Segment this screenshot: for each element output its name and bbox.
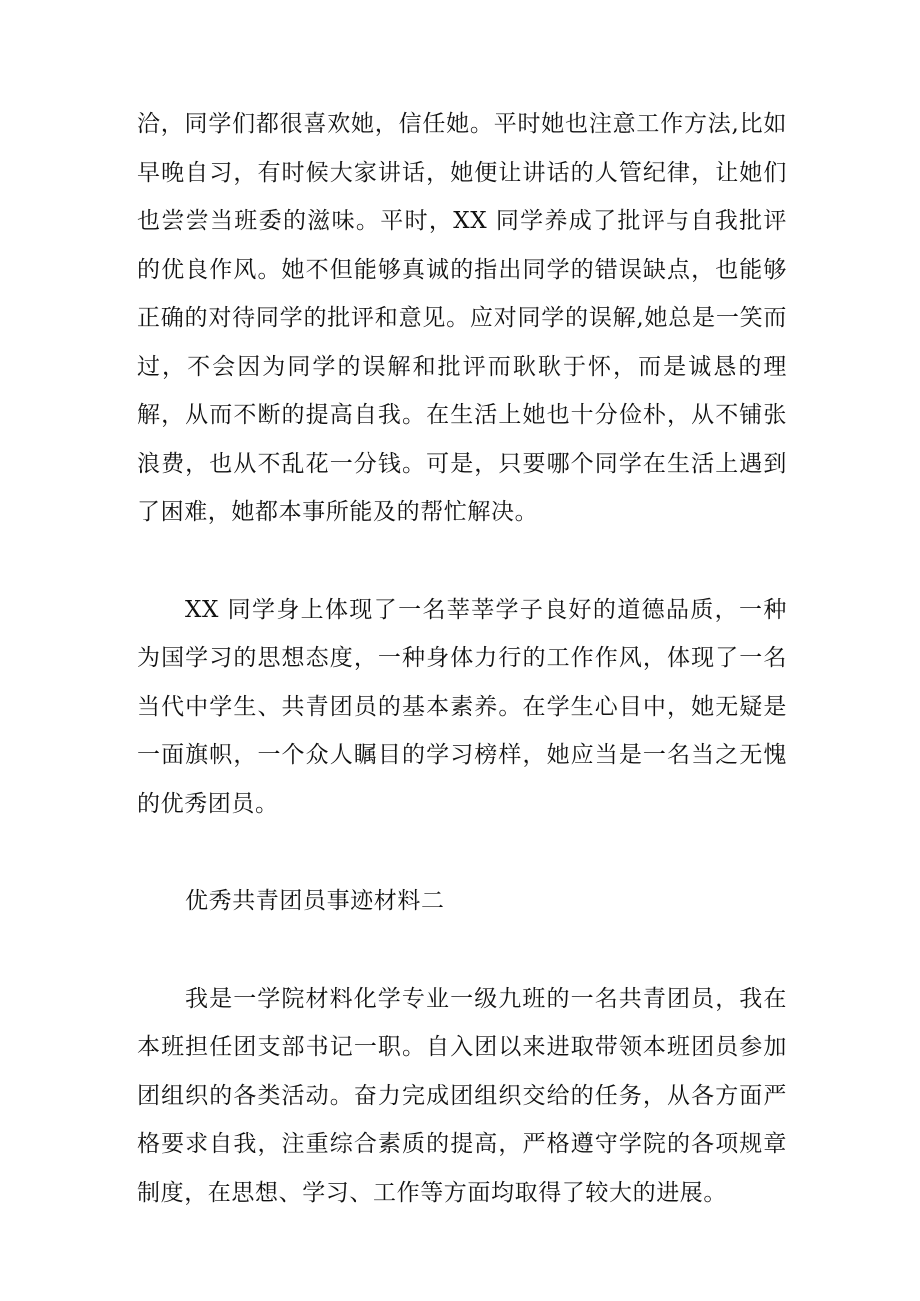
document-body — [137, 100, 787, 1217]
section-heading: 优秀共青团员事迹材料二 — [185, 888, 445, 914]
paragraph-intro: 我是一学院材料化学专业一级九班的一名共青团员，我在本班担任团支部书记一职。自入团以来进取带领本班团员参加团组织的各类活动。奋力完成团组织交给的任务，从各方面严格要求自我，注重综合素质的提高，严格遵守学院的各项规章制度，在思想、学习、工作等方面均取得了较大的进展。 — [137, 985, 787, 1206]
paragraph-summary: XX 同学身上体现了一名莘莘学子良好的道德品质，一种为国学习的思想态度，一种身体力行的工作作风，体现了一名当代中学生、共青团员的基本素养。在学生心目中，她无疑是一面旗帜，一个众人瞩目的学习榜样，她应当是一名当之无愧的优秀团员。 — [137, 596, 787, 817]
paragraph-continued: 洽，同学们都很喜欢她，信任她。平时她也注意工作方法,比如早晚自习，有时候大家讲话，她便让讲话的人管纪律，让她们也尝尝当班委的滋味。平时，XX 同学养成了批评与自我批评的优良作风。她不但能够真诚的指出同学的错误缺点，也能够正确的对待同学的批评和意见。应对同学的误解,她总是一笑而过，不会因为同学的误解和批评而耿耿于怀，而是诚恳的理解，从而不断的提高自我。在生活上她也十分俭朴，从不铺张浪费，也从不乱花一分钱。可是，只要哪个同学在生活上遇到了困难，她都本事所能及的帮忙解决。 — [137, 111, 787, 525]
